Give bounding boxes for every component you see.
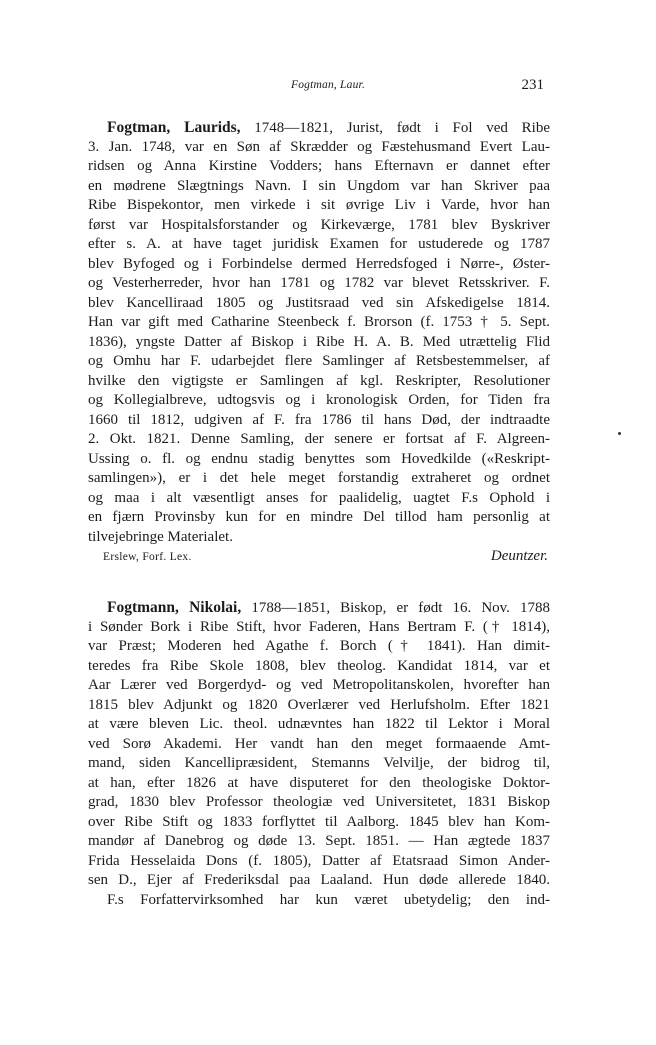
text-line: Han var gift med Catharine Steenbeck f. Brorson (f. 1753 † 5. Sept.: [88, 314, 550, 330]
entry-name: Fogtman, Laurids,: [107, 119, 241, 136]
text-line: 1660 til 1812, udgiven af F. fra 1786 til hans Død, der indtraadte: [88, 411, 550, 428]
entry-name: Fogtmann, Nikolai,: [107, 599, 242, 616]
text-line: Aar Lærer ved Borgerdyd- og ved Metropolitanskolen, hvorefter han: [88, 677, 550, 693]
text-line: Frida Hesselaida Dons (f. 1805), Datter af Etatsraad Simon Ander-: [88, 852, 550, 869]
text-line: en fjærn Provinsby kun for en mindre Del tillod ham personlig at: [88, 509, 550, 525]
text-line: 1815 blev Adjunkt og 1820 Overlærer ved Herlufsholm. Efter 1821: [88, 696, 550, 713]
entry-first-line: Fogtmann, Nikolai, 1788—1851, Biskop, er født 16. Nov. 1788: [107, 599, 551, 616]
text-line: ridsen og Anna Kirstine Vodders; hans Efternavn er dannet efter: [88, 158, 550, 174]
text-line: teredes fra Ribe Skole 1808, blev theolog. Kandidat 1814, var et: [88, 657, 550, 674]
text-line: 2. Okt. 1821. Denne Samling, der senere er fortsat af F. Algreen-: [88, 431, 550, 447]
text-line-last: tilvejebringe Materialet.: [88, 528, 233, 545]
text-line: en mødrene Slægtnings Navn. I sin Ungdom var han Skriver paa: [88, 177, 550, 194]
entry-fogtman-laurids: [88, 118, 550, 567]
text-line: og Vesterherreder, hvor han 1781 og 1782 var blevet Retsskriver. F.: [88, 275, 550, 291]
entry-footer: [88, 547, 550, 567]
text-line: efter s. A. at have taget juridisk Examen for ustuderede og 1787: [88, 236, 550, 252]
text-line: i Sønder Bork i Ribe Stift, hvor Faderen, Hans Bertram F. († 1814),: [88, 618, 550, 635]
entry-first-line: Fogtman, Laurids, 1748—1821, Jurist, født i Fol ved Ribe: [107, 119, 550, 136]
margin-mark: [618, 432, 621, 435]
text-line: hvilke den vigtigste er Samlingen af kgl. Reskripter, Resolutioner: [88, 372, 550, 389]
text-line: grad, 1830 blev Professor theologiæ ved Universitetet, 1831 Biskop: [88, 794, 550, 810]
text-line: 1836), yngste Datter af Biskop i Ribe H. A. B. Med utrættelig Flid: [88, 333, 550, 350]
text-line: at være bleven Lic. theol. udnævntes han 1822 til Lektor i Moral: [88, 716, 550, 732]
entry-source: Erslew, Forf. Lex.: [103, 551, 192, 563]
text-line: og Kollegialbreve, udtogsvis og i kronologisk Orden, for Tiden fra: [88, 392, 550, 408]
running-head: Fogtman, Laur.: [290, 79, 366, 91]
text-line: Ussing o. fl. og endnu stadig benyttes som Hovedkilde («Reskript-: [88, 450, 550, 467]
text-line: blev Kancelliraad 1805 og Justitsraad ved sin Afskedigelse 1814.: [88, 294, 550, 311]
text-line: og Omhu har F. udarbejdet flere Samlinger af Retsbestemmelser, af: [88, 353, 550, 369]
page-header: [0, 79, 656, 99]
text-line: sen D., Ejer af Frederiksdal paa Laaland. Hun døde allerede 1840.: [88, 872, 550, 888]
text-line: 3. Jan. 1748, var en Søn af Skrædder og Fæstehusmand Evert Lau-: [88, 138, 550, 155]
text-line: over Ribe Stift og 1833 forflyttet til Aalborg. 1845 blev han Kom-: [88, 813, 550, 830]
text-line: ved Sorø Akademi. Her vandt han den meget formaaende Amt-: [88, 735, 550, 752]
text-line: var Præst; Moderen hed Agathe f. Borch († 1841). Han dimit-: [88, 638, 550, 654]
entry-fogtmann-nikolai: [88, 598, 550, 910]
text-line-paragraph-start: F.s Forfattervirksomhed har kun været ubetydelig; den ind-: [107, 891, 550, 908]
entry-author: Deuntzer.: [490, 548, 548, 564]
text-line: samlingen»), er i det hele meget forstandig extraheret og ordnet: [88, 470, 550, 486]
page-number: 231: [521, 77, 544, 93]
text-line: Ribe Bispekontor, men virkede i sit øvrige Liv i Varde, hvor han: [88, 197, 550, 213]
text-line: blev Byfoged og i Forbindelse dermed Herredsfoged i Nørre-, Øster-: [88, 255, 550, 272]
text-line: og maa i alt væsentligt anses for paalidelig, uagtet F.s Ophold i: [88, 489, 550, 506]
text-line: først var Hospitalsforstander og Kirkeværge, 1781 blev Byskriver: [88, 216, 550, 233]
text-line: at han, efter 1826 at have disputeret for den theologiske Doktor-: [88, 774, 550, 791]
text-line: mand, siden Kancellipræsident, Stemanns Velvilje, der bidrog til,: [88, 755, 550, 771]
text-line: mandør af Danebrog og døde 13. Sept. 1851. — Han ægtede 1837: [88, 833, 550, 849]
